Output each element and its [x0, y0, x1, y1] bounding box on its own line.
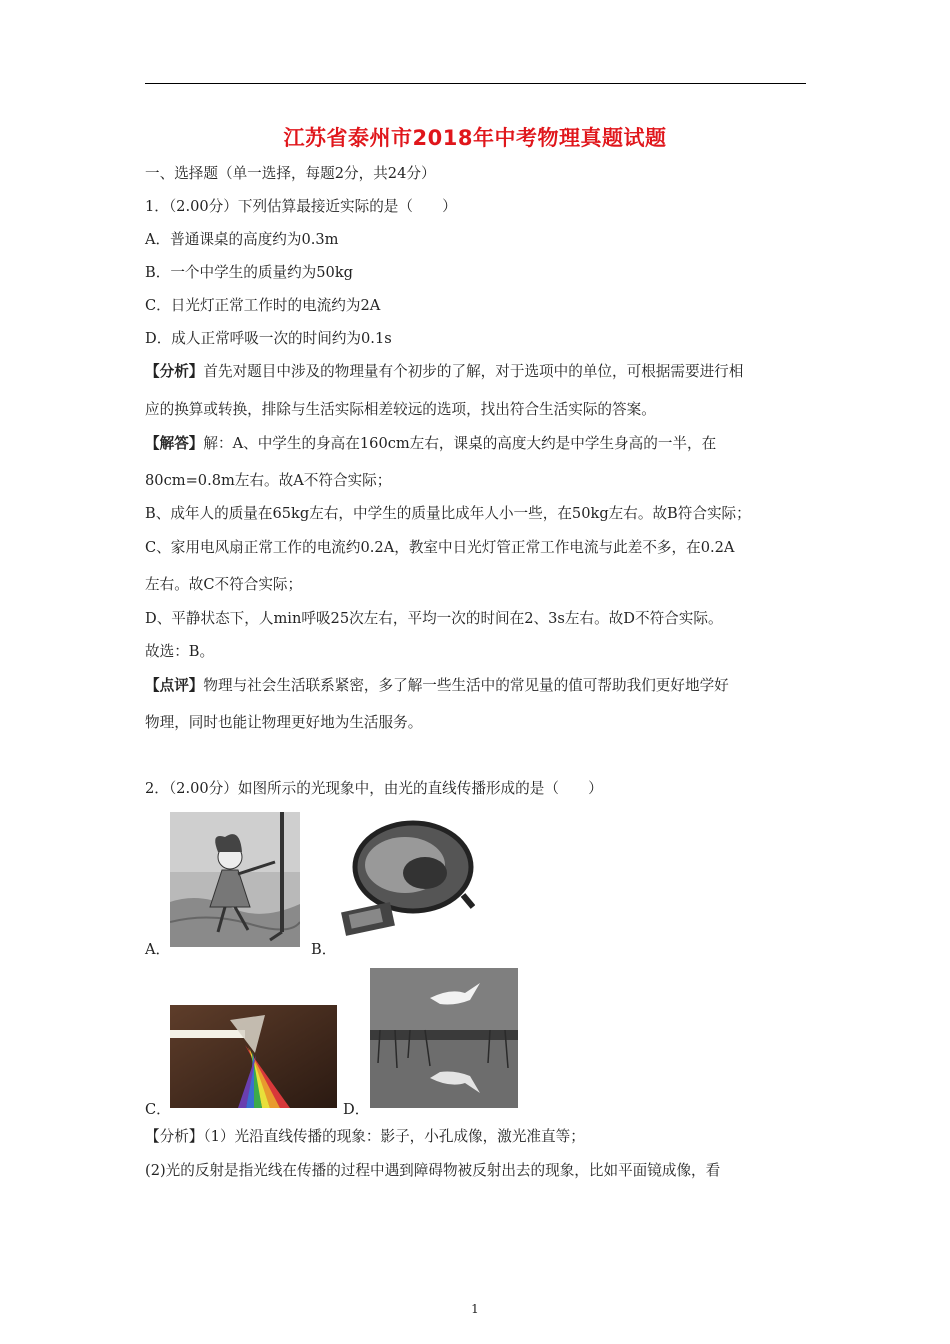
q1-option-b: B．一个中学生的质量约为50kg	[145, 264, 354, 281]
comment-tag: 【点评】	[145, 677, 204, 694]
q1-stem: 1．（2.00分）下列估算最接近实际的是（ ）	[145, 198, 457, 215]
q1-answer-line5: 左右。故C不符合实际；	[145, 576, 303, 593]
q2-label-d: D．	[343, 1101, 370, 1118]
q2-analysis-line1: 【分析】（1）光沿直线传播的现象：影子，小孔成像，激光准直等；	[145, 1128, 585, 1145]
q1-comment-line2: 物理，同时也能让物理更好地为生活服务。	[145, 714, 423, 731]
analysis-tag: 【分析】	[145, 363, 204, 380]
q1-answer-line2: 80cm=0.8m左右。故A不符合实际；	[145, 472, 392, 489]
header-rule	[145, 83, 806, 84]
q1-answer-line6: D、平静状态下，人min呼吸25次左右，平均一次的时间在2、3s左右。故D不符合实际。	[145, 610, 723, 627]
q1-answer-line7: 故选：B。	[145, 643, 215, 660]
document-title: 江苏省泰州市2018年中考物理真题试题	[283, 126, 667, 150]
q2-image-c	[170, 1005, 337, 1108]
q2-stem: 2．（2.00分）如图所示的光现象中，由光的直线传播形成的是（ ）	[145, 780, 603, 797]
q1-option-d: D．成人正常呼吸一次的时间约为0.1s	[145, 330, 392, 347]
section-heading: 一、选择题（单一选择，每题2分，共24分）	[145, 165, 436, 182]
q2-image-b	[335, 815, 475, 940]
answer-tag: 【解答】	[145, 435, 204, 452]
page-number: 1	[471, 1302, 479, 1316]
q1-answer-line4: C、家用电风扇正常工作的电流约0.2A，教室中日光灯管正常工作电流与此差不多，在0.2A	[145, 539, 735, 556]
q2-label-c: C．	[145, 1101, 171, 1118]
q1-analysis-line1: 【分析】首先对题目中涉及的物理量有个初步的了解，对于选项中的单位，可根据需要进行相	[145, 363, 744, 380]
q1-answer-line1: 【解答】解：A、中学生的身高在160cm左右，课桌的高度大约是中学生身高的一半，在	[145, 435, 717, 452]
q2-label-b: B．	[311, 941, 337, 958]
q1-answer-line3: B、成年人的质量在65kg左右，中学生的质量比成年人小一些，在50kg左右。故B符合实际；	[145, 505, 751, 522]
q2-image-a	[170, 812, 300, 947]
q1-comment-line1: 【点评】物理与社会生活联系紧密，多了解一些生活中的常见量的值可帮助我们更好地学好	[145, 677, 729, 694]
q1-analysis-line2: 应的换算或转换，排除与生活实际相差较远的选项，找出符合生活实际的答案。	[145, 401, 656, 418]
q2-analysis-line2: (2)光的反射是指光线在传播的过程中遇到障碍物被反射出去的现象，比如平面镜成像，看	[145, 1162, 721, 1179]
q1-option-c: C．日光灯正常工作时的电流约为2A	[145, 297, 381, 314]
q2-label-a: A．	[145, 941, 171, 958]
q2-image-d	[370, 968, 518, 1108]
q1-option-a: A．普通课桌的高度约为0.3m	[145, 231, 339, 248]
